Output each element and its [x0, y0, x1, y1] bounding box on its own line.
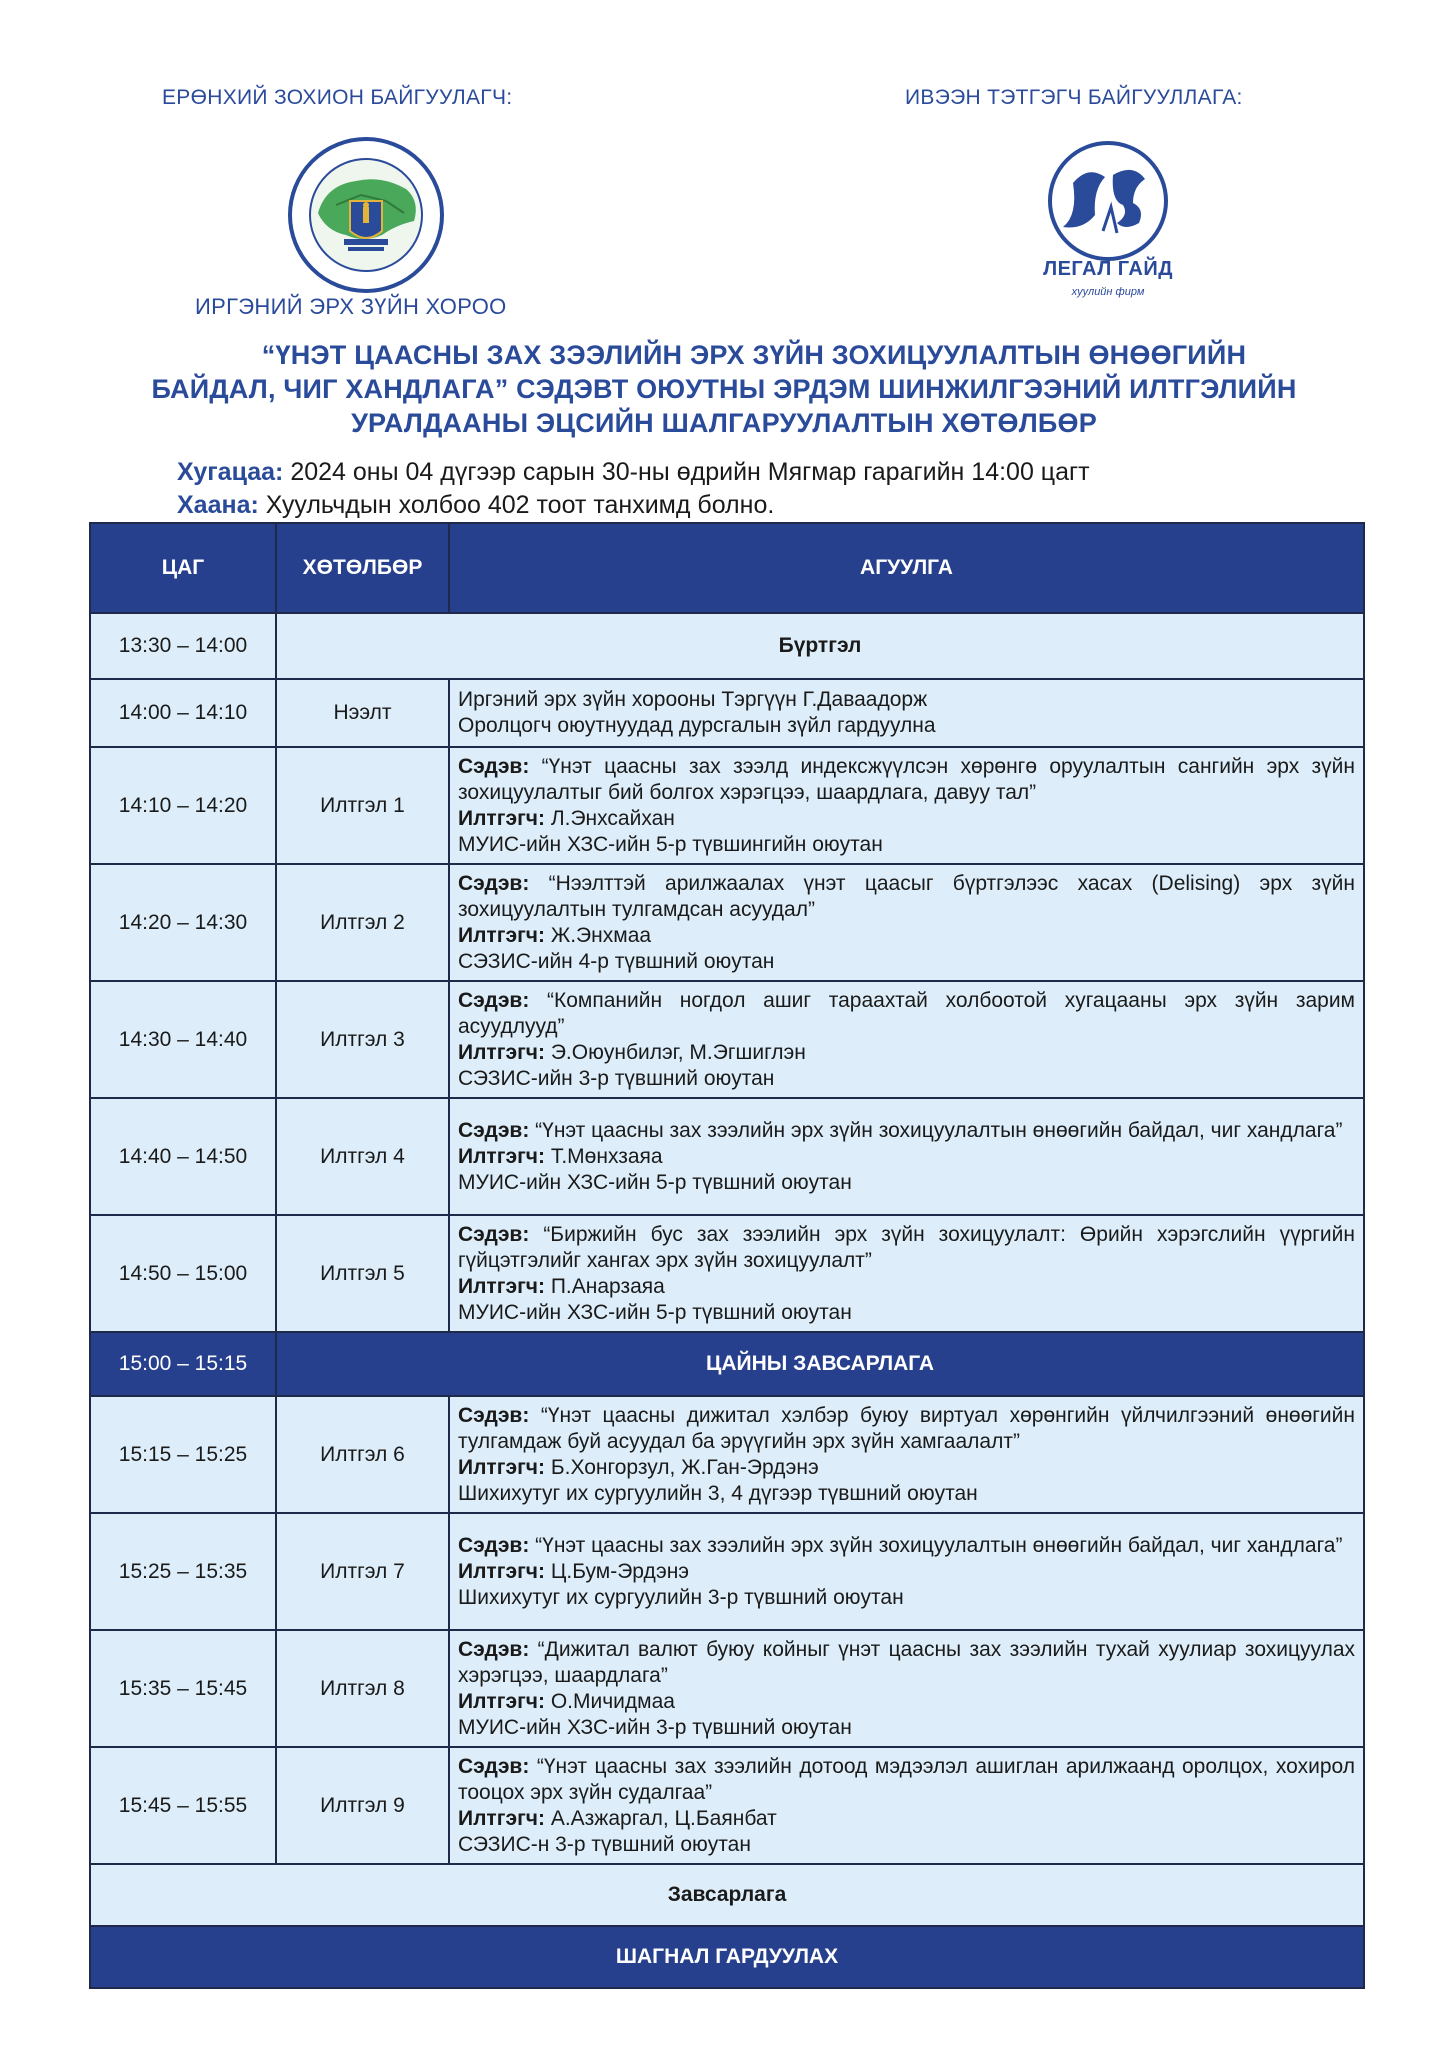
row-content — [449, 981, 1364, 1098]
presenter-name: Б.Хонгорзул, Ж.Ган-Эрдэнэ — [545, 1455, 819, 1479]
talk-school: Шихихутуг их сургуулийн 3, 4 дүгээр түвшний оюутан — [458, 1481, 978, 1505]
row-time: 15:45 – 15:55 — [90, 1747, 276, 1864]
row-time: 15:15 – 15:25 — [90, 1396, 276, 1513]
topic-label: Сэдэв: — [458, 1533, 530, 1557]
topic-text: “Компанийн ногдол ашиг тараахтай холбоотой хугацааны эрх зүйн зарим асуудлууд” — [458, 988, 1355, 1038]
topic-text: “Дижитал валют буюу койныг үнэт цаасны зах зээлийн тухай хуулиар зохицуулах хэрэгцээ, шаардлага” — [458, 1637, 1355, 1687]
row-item: Илтгэл 1 — [276, 747, 449, 864]
row-content — [449, 679, 1364, 747]
presenter-name: О.Мичидмаа — [545, 1689, 675, 1713]
row-content — [449, 864, 1364, 981]
talk-row — [90, 981, 1364, 1098]
event-place — [177, 489, 1090, 522]
talk-presenter — [458, 806, 1355, 832]
column-header-time: ЦАГ — [90, 523, 276, 613]
talk-row — [90, 1747, 1364, 1864]
row-item: Илтгэл 8 — [276, 1630, 449, 1747]
presenter-label: Илтгэгч: — [458, 806, 545, 830]
row-time: 14:10 – 14:20 — [90, 747, 276, 864]
topic-label: Сэдэв: — [458, 1118, 530, 1142]
presenter-name: П.Анарзаяа — [545, 1274, 665, 1298]
opening-row — [90, 679, 1364, 747]
row-time: 15:00 – 15:15 — [90, 1332, 276, 1396]
award-text: ШАГНАЛ ГАРДУУЛАХ — [90, 1926, 1364, 1988]
topic-label: Сэдэв: — [458, 871, 530, 895]
topic-text: “Үнэт цаасны зах зээлийн эрх зүйн зохицуулалтын өнөөгийн байдал, чиг хандлага” — [529, 1533, 1343, 1557]
row-time: 14:00 – 14:10 — [90, 679, 276, 747]
presenter-label: Илтгэгч: — [458, 1274, 545, 1298]
topic-label: Сэдэв: — [458, 754, 530, 778]
title-line-1: “ҮНЭТ ЦААСНЫ ЗАХ ЗЭЭЛИЙН ЭРХ ЗҮЙН ЗОХИЦУУЛАЛТЫН ӨНӨӨГИЙН — [261, 340, 1247, 370]
row-time: 15:25 – 15:35 — [90, 1513, 276, 1630]
talk-school: Шихихутуг их сургуулийн 3-р түвшний оюутан — [458, 1585, 904, 1609]
talk-row — [90, 1396, 1364, 1513]
talk-row — [90, 864, 1364, 981]
talk-school: СЭЗИС-ийн 4-р түвшний оюутан — [458, 949, 775, 973]
topic-text: “Үнэт цаасны зах зээлийн эрх зүйн зохицуулалтын өнөөгийн байдал, чиг хандлага” — [529, 1118, 1343, 1142]
talk-presenter — [458, 1689, 1355, 1715]
row-content — [449, 747, 1364, 864]
topic-text: “Үнэт цаасны дижитал хэлбэр буюу виртуал хөрөнгийн үйлчилгээний өнөөгийн тулгамдаж буй асуудал ба эрүүгийн эрх зүйн хамгаалалт” — [458, 1403, 1355, 1453]
presenter-label: Илтгэгч: — [458, 1455, 545, 1479]
row-content — [449, 1513, 1364, 1630]
topic-text: “Үнэт цаасны зах зээлд индексжүүлсэн хөрөнгө оруулалтын сангийн эрх зүйн зохицуулалтыг бий болгох хэрэгцээ, шаардлага, давуу тал” — [458, 754, 1355, 804]
title-line-3: УРАЛДААНЫ ЭЦСИЙН ШАЛГАРУУЛАЛТЫН ХӨТӨЛБӨР — [351, 408, 1097, 438]
table-header-row — [90, 523, 1364, 613]
row-item: Илтгэл 6 — [276, 1396, 449, 1513]
presenter-label: Илтгэгч: — [458, 923, 545, 947]
row-item: Илтгэл 3 — [276, 981, 449, 1098]
presenter-label: Илтгэгч: — [458, 1040, 545, 1064]
row-content — [449, 1215, 1364, 1332]
talk-presenter — [458, 1274, 1355, 1300]
award-row — [90, 1926, 1364, 1988]
talk-school: МУИС-ийн ХЗС-ийн 5-р түвшингийн оюутан — [458, 832, 883, 856]
talk-presenter — [458, 1040, 1355, 1066]
row-item: Илтгэл 5 — [276, 1215, 449, 1332]
topic-text: “Нээлттэй арилжаалах үнэт цаасыг бүртгэлээс хасах (Delising) эрх зүйн зохицуулалтын тулгамдсан асуудал” — [458, 871, 1355, 921]
page-title — [100, 338, 1348, 440]
civil-law-committee-name: ИРГЭНИЙ ЭРХ ЗҮЙН ХОРОО — [195, 294, 507, 319]
tea-break-row — [90, 1332, 1364, 1396]
presenter-label: Илтгэгч: — [458, 1689, 545, 1713]
presenter-name: Ж.Энхмаа — [545, 923, 652, 947]
row-content — [449, 1630, 1364, 1747]
row-item: Илтгэл 4 — [276, 1098, 449, 1215]
talk-row — [90, 1513, 1364, 1630]
row-time: 13:30 – 14:00 — [90, 613, 276, 679]
opening-line-1: Иргэний эрх зүйн хорооны Тэргүүн Г.Даваадорж — [458, 688, 928, 711]
legal-guide-subtitle: хуулийн фирм — [1071, 286, 1145, 298]
row-time: 14:30 – 14:40 — [90, 981, 276, 1098]
presenter-name: А.Азжаргал, Ц.Баянбат — [545, 1806, 777, 1830]
talk-school: СЭЗИС-ийн 3-р түвшний оюутан — [458, 1066, 775, 1090]
title-line-2: БАЙДАЛ, ЧИГ ХАНДЛАГА” СЭДЭВТ ОЮУТНЫ ЭРДЭМ ШИНЖИЛГЭЭНИЙ ИЛТГЭЛИЙН — [151, 374, 1297, 404]
opening-line-2: Оролцогч оюутнуудад дурсгалын зүйл гардуулна — [458, 714, 936, 737]
talk-school: МУИС-ийн ХЗС-ийн 3-р түвшний оюутан — [458, 1715, 852, 1739]
place-label: Хаана: — [177, 491, 259, 519]
row-time: 15:35 – 15:45 — [90, 1630, 276, 1747]
talk-topic — [458, 1403, 1355, 1455]
talk-presenter — [458, 1806, 1355, 1832]
talk-topic — [458, 1754, 1355, 1806]
main-organizer-label: ЕРӨНХИЙ ЗОХИОН БАЙГУУЛАГЧ: — [162, 86, 513, 109]
column-header-content: АГУУЛГА — [449, 523, 1364, 613]
talk-presenter — [458, 923, 1355, 949]
row-item: Илтгэл 9 — [276, 1747, 449, 1864]
row-item: Илтгэл 2 — [276, 864, 449, 981]
presenter-label: Илтгэгч: — [458, 1144, 545, 1168]
event-time — [177, 456, 1090, 489]
talk-topic — [458, 1222, 1355, 1274]
talk-presenter — [458, 1455, 1355, 1481]
talk-topic — [458, 1637, 1355, 1689]
event-meta — [177, 456, 1090, 522]
talk-row — [90, 1098, 1364, 1215]
column-header-program: ХӨТӨЛБӨР — [276, 523, 449, 613]
topic-label: Сэдэв: — [458, 1403, 530, 1427]
presenter-label: Илтгэгч: — [458, 1806, 545, 1830]
presenter-name: Л.Энхсайхан — [545, 806, 675, 830]
presenter-name: Ц.Бум-Эрдэнэ — [545, 1559, 690, 1583]
talk-topic — [458, 988, 1355, 1040]
sponsor-label: ИВЭЭН ТЭТГЭГЧ БАЙГУУЛЛАГА: — [905, 86, 1243, 109]
talk-row — [90, 1215, 1364, 1332]
presenter-name: Э.Оюунбилэг, М.Эгшиглэн — [545, 1040, 806, 1064]
talk-topic — [458, 1118, 1355, 1144]
row-content — [449, 1098, 1364, 1215]
row-item: Илтгэл 7 — [276, 1513, 449, 1630]
row-content — [449, 1396, 1364, 1513]
place-value: Хуульчдын холбоо 402 тоот танхимд болно. — [258, 491, 775, 519]
talk-presenter — [458, 1144, 1355, 1170]
topic-text: “Үнэт цаасны зах зээлийн дотоод мэдээлэл ашиглан арилжаанд оролцох, хохирол тооцох эрх зүйн судалгаа” — [458, 1754, 1355, 1804]
presenter-label: Илтгэгч: — [458, 1559, 545, 1583]
time-label: Хугацаа: — [177, 458, 284, 486]
registration-row — [90, 613, 1364, 679]
topic-label: Сэдэв: — [458, 1637, 530, 1661]
topic-label: Сэдэв: — [458, 1754, 530, 1778]
tea-break-text: ЦАЙНЫ ЗАВСАРЛАГА — [276, 1332, 1364, 1396]
presenter-name: Т.Мөнхзаяа — [545, 1144, 663, 1168]
row-content — [449, 1747, 1364, 1864]
final-break-row — [90, 1864, 1364, 1926]
topic-label: Сэдэв: — [458, 988, 530, 1012]
time-value: 2024 оны 04 дүгээр сарын 30-ны өдрийн Мягмар гарагийн 14:00 цагт — [283, 458, 1090, 486]
registration-text: Бүртгэл — [276, 613, 1364, 679]
topic-text: “Биржийн бус зах зээлийн эрх зүйн зохицуулалт: Өрийн хэрэгслийн үүргийн гүйцэтгэлийг хангах эрх зүйн зохицуулалт” — [458, 1222, 1355, 1272]
talk-school: МУИС-ийн ХЗС-ийн 5-р түвшний оюутан — [458, 1300, 852, 1324]
talk-topic — [458, 754, 1355, 806]
row-time: 14:20 – 14:30 — [90, 864, 276, 981]
row-time: 14:40 – 14:50 — [90, 1098, 276, 1215]
row-time: 14:50 – 15:00 — [90, 1215, 276, 1332]
talk-topic — [458, 1533, 1355, 1559]
talk-row — [90, 747, 1364, 864]
program-table — [89, 522, 1365, 1989]
mongolian-bar-association-logo — [286, 135, 446, 295]
legal-guide-name: ЛЕГАЛ ГАЙД — [1043, 258, 1173, 280]
talk-topic — [458, 871, 1355, 923]
talk-presenter — [458, 1559, 1355, 1585]
talk-row — [90, 1630, 1364, 1747]
row-item: Нээлт — [276, 679, 449, 747]
final-break-text: Завсарлага — [90, 1864, 1364, 1926]
talk-school: СЭЗИС-н 3-р түвшний оюутан — [458, 1832, 751, 1856]
header — [0, 0, 1448, 330]
topic-label: Сэдэв: — [458, 1222, 530, 1246]
talk-school: МУИС-ийн ХЗС-ийн 5-р түвшний оюутан — [458, 1170, 852, 1194]
